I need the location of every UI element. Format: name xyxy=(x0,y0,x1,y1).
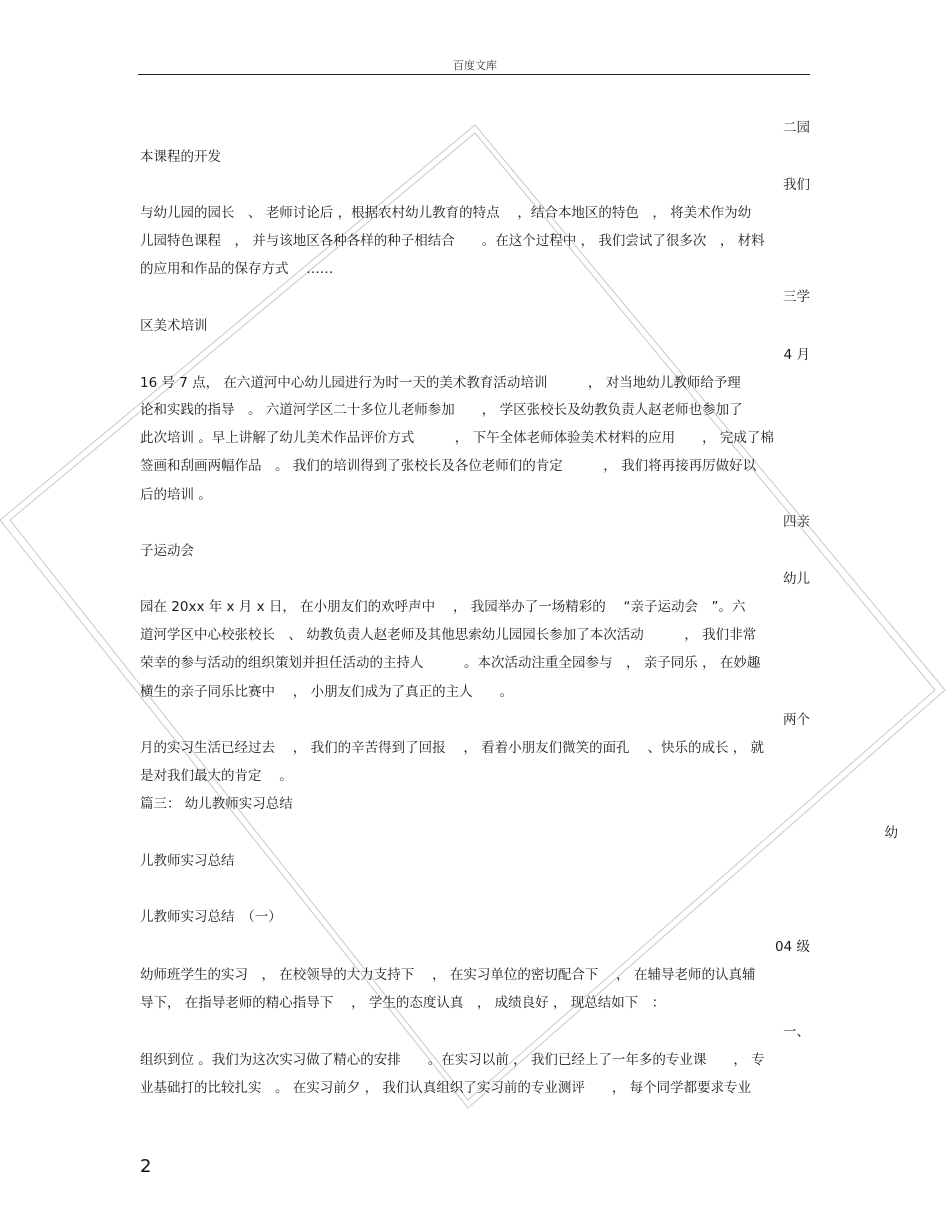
page-number: 2 xyxy=(140,1156,152,1177)
paragraph-line: 横生的亲子同乐比赛中 ， 小朋友们成为了真正的主人 。 xyxy=(140,684,514,700)
paragraph-line: 组织到位 。我们为这次实习做了精心的安排 。在实习以前 ， 我们已经上了一年多的专业课 ， 专 xyxy=(140,1052,765,1068)
article-title: 儿教师实习总结 xyxy=(140,853,235,869)
paragraph-line: 导下， 在指导老师的精心指导下 ， 学生的态度认真 ， 成绩良好 ， 现总结如下 ： xyxy=(140,995,666,1011)
paragraph-line: 幼儿 xyxy=(783,571,810,587)
paragraph-line: 园在 20xx 年 x 月 x 日， 在小朋友们的欢呼声中 ， 我园举办了一场精彩的 “亲子运动会 ”。六 xyxy=(140,599,746,615)
paragraph-line: 两个 xyxy=(783,712,810,728)
header-title: 百度文库 xyxy=(453,59,497,72)
title-fragment: 幼 xyxy=(884,825,898,841)
article-heading: 篇三： 幼儿教师实习总结 xyxy=(140,796,293,812)
section-number-1: 一、 xyxy=(783,1024,810,1040)
paragraph-line: 月的实习生活已经过去 ， 我们的辛苦得到了回报 ， 看着小朋友们微笑的面孔 、快乐的成长 ， 就 xyxy=(140,740,765,756)
paragraph-line: 的应用和作品的保存方式 …… xyxy=(140,261,334,277)
paragraph-line: 与幼儿园的园长 、 老师讨论后 ，根据农村幼儿教育的特点 ，结合本地区的特色 ， 将美术作为幼 xyxy=(140,205,752,221)
section-number-3: 三学 xyxy=(783,289,810,305)
paragraph-line: 儿园特色课程 ， 并与该地区各种各样的种子相结合 。在这个过程中 ， 我们尝试了很多次 ， 材料 xyxy=(140,233,765,249)
paragraph-line: 道河学区中心校张校长 、 幼教负责人赵老师及其他思索幼儿园园长参加了本次活动 ， 我们非常 xyxy=(140,627,757,643)
paragraph-line: 签画和刮画两幅作品 。 我们的培训得到了张校长及各位老师们的肯定 ， 我们将再接再厉做好以 xyxy=(140,458,757,474)
paragraph-line: 我们 xyxy=(783,177,810,193)
paragraph-line: 荣幸的参与活动的组织策划并担任活动的主持人 。本次活动注重全园参与 ， 亲子同乐 ， 在妙趣 xyxy=(140,655,761,671)
paragraph-line: 是对我们最大的肯定 。 xyxy=(140,768,293,784)
paragraph-line: 论和实践的指导 。 六道河学区二十多位儿老师参加 ， 学区张校长及幼教负责人赵老师也参加了 xyxy=(140,402,743,418)
paragraph-line: 幼师班学生的实习 ， 在校领导的大力支持下 ， 在实习单位的密切配合下 ， 在辅导老师的认真辅 xyxy=(140,967,756,983)
section-number-2: 二园 xyxy=(783,120,810,136)
section-number-4: 四亲 xyxy=(783,514,810,530)
section-heading-3: 区美术培训 xyxy=(140,318,208,334)
paragraph-line: 此次培训 。早上讲解了幼儿美术作品评价方式 ， 下午全体老师体验美术材料的应用 ， 完成了棉 xyxy=(140,430,774,446)
paragraph-line: 4 月 xyxy=(783,347,810,363)
paragraph-line: 业基础打的比较扎实 。 在实习前夕 ， 我们认真组织了实习前的专业测评 ， 每个同学都要求专业 xyxy=(140,1080,752,1096)
paragraph-line: 04 级 xyxy=(775,939,810,955)
paragraph-line: 后的培训 。 xyxy=(140,487,212,503)
paragraph-line: 16 号 7 点， 在六道河中心幼儿园进行为时一天的美术教育活动培训 ， 对当地幼儿教师给予理 xyxy=(140,375,741,391)
section-heading-4: 子运动会 xyxy=(140,543,194,559)
section-heading-2: 本课程的开发 xyxy=(140,149,221,165)
article-subtitle: 儿教师实习总结 （一） xyxy=(140,909,282,925)
